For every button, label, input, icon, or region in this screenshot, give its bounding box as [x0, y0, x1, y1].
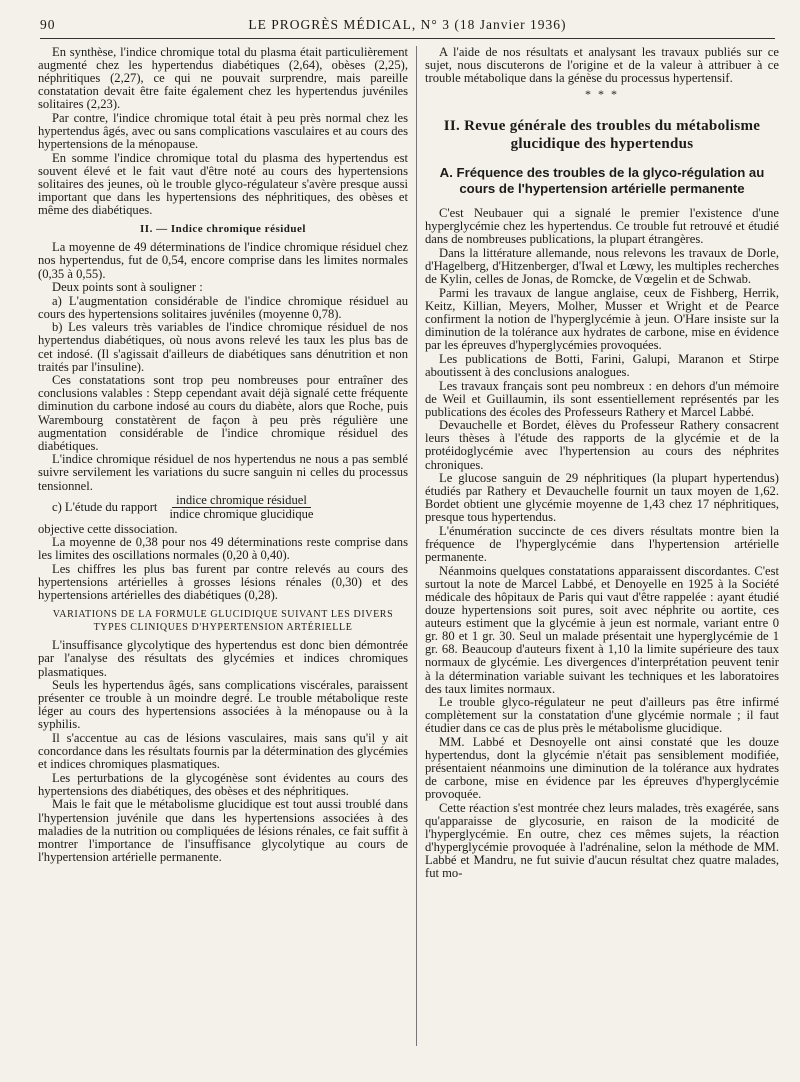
- paragraph: En somme l'indice chromique total du plasma des hypertendus est souvent élevé et le fait vaut d'être noté au cours des hypertensions solitaires des jeunes, où le trouble glyco-régulateur s'avère presque aussi important que dans les hypertensions des néphritiques, des obèses et même des diabétiques.: [38, 150, 408, 218]
- paragraph: Néanmoins quelques constatations apparaissent discordantes. C'est surtout la note de Marcel Labbé, et Denoyelle en 1925 à la Société médicale des hôpitaux de Paris qui vaut d'être rappelée : ayant étudié douze hypertensions soit pures, soit avec néphrite ou aortite, ces auteurs estiment que la glycémie à jeun est normale, variant entre 0 gr. 80 et 1 gr. 30. Seul un malade présentait une hyperglycémie de 1 gr. 68. Beaucoup d'auteurs fixent à 1,10 la limite supérieure des taux normaux de glycémie. Les divergences d'interprétation peuvent tenir à la détermination variable suivant les techniques et les laboratoires des taux limites normaux.: [425, 563, 779, 696]
- paragraph: Il s'accentue au cas de lésions vasculaires, mais sans qu'il y ait concordance dans les résultats fournis par la détermination des glycémies et indices chromiques plasmatiques.: [38, 731, 408, 772]
- paragraph: a) L'augmentation considérable de l'indice chromique résiduel au cours des hypertensions solitaires juvéniles (moyenne 0,78).: [38, 293, 408, 321]
- paragraph: Parmi les travaux de langue anglaise, ceux de Fishberg, Herrik, Keitz, Killian, Meyers, Molher, Musser et Wright et de Pearce confirment la notion de l'hyperglycémie à jeun. O'Hare insiste sur la diminution de la tolérance aux hydrates de carbone, mise en évidence par les épreuves d'hyperglycémies provoquées.: [425, 285, 779, 353]
- paragraph: Mais le fait que le métabolisme glucidique est tout aussi troublé dans l'hypertension juvénile que dans les hypertensions associées à des maladies de la nutrition ou compliquées de lésions rénales, ce fait suffit à montrer l'importance de l'insuffisance glycolytique au cours de l'hypertension artérielle permanente.: [38, 797, 408, 864]
- paragraph: Seuls les hypertendus âgés, sans complications viscérales, paraissent présenter ce trouble à un moindre degré. Le trouble métabolique reste léger au cours des hypertensions associées à la ménopause ou à la syphilis.: [38, 678, 408, 732]
- paragraph: Le glucose sanguin de 29 néphritiques (la plupart hypertendus) étudiés par Rathery et Devauchelle fournit un taux moyen de 1,62. Bordet obtient une glycémie moyenne de 1,43 chez 17 néphritiques, presque tous hypertendus.: [425, 471, 779, 525]
- paragraph: Devauchelle et Bordet, élèves du Professeur Rathery consacrent leurs thèses à l'étude des rapports de la glycémie et de la protéidoglycémie avec l'hypertension au cours des néphrites chroniques.: [425, 418, 779, 472]
- fraction-denominator: indice chromique glucidique: [169, 506, 314, 521]
- right-column: [425, 46, 779, 1076]
- paragraph: La moyenne de 49 déterminations de l'indice chromique résiduel chez nos hypertendus, fut de 0,54, encore comprise dans les limites normales (0,35 à 0,55).: [38, 240, 408, 281]
- formula-lead: c) L'étude du rapport: [52, 499, 158, 514]
- paragraph: Les perturbations de la glycogénèse sont évidentes au cours des hypertensions des diabétiques, des obèses et des néphritiques.: [38, 770, 408, 798]
- paragraph: Le trouble glyco-régulateur ne peut d'ailleurs pas être infirmé complètement sur la constatation d'une glycémie normale ; il faut étudier dans ce cas de plus près le métabolisme glucidique.: [425, 695, 779, 736]
- paragraph: objective cette dissociation.: [38, 521, 178, 536]
- left-column: [38, 46, 408, 1076]
- running-title: LE PROGRÈS MÉDICAL, N° 3 (18 Janvier 1936): [248, 17, 567, 32]
- page-header: [40, 14, 775, 39]
- paragraph: L'indice chromique résiduel de nos hypertendus ne nous a pas semblé suivre servilement les variations du sucre sanguin ni celles du processus tensionnel.: [38, 452, 408, 493]
- paragraph: C'est Neubauer qui a signalé le premier l'existence d'une hyperglycémie chez les hypertendus. Ce trouble fut retrouvé et étudié dans de nombreuses publications, la plupart étrangères.: [425, 206, 779, 247]
- paragraph: Les publications de Botti, Farini, Galupi, Maranon et Stirpe aboutissent à des conclusions analogues.: [425, 351, 779, 379]
- paragraph: Par contre, l'indice chromique total était à peu près normal chez les hypertendus âgés, avec ou sans complications vasculaires et au cours des hypertensions de la ménopause.: [38, 110, 408, 152]
- paragraph: Ces constatations sont trop peu nombreuses pour entraîner des conclusions valables : Stepp cependant avait déjà signalé cette fréquente diminution du carbone indosé au cours du diabète, alors que Roche, puis Warembourg constatèrent de façon à peu près régulière une augmentation considérable de l'indice chromique résiduel des diabétiques.: [38, 373, 408, 453]
- paragraph: Les chiffres les plus bas furent par contre relevés au cours des hypertensions artérielles à grosses lésions rénales (0,30) et des hypertensions artérielles des diabétiques (0,28).: [38, 562, 408, 603]
- paragraph: En synthèse, l'indice chromique total du plasma était particulièrement augmenté chez les hypertendus diabétiques (2,64), obèses (2,25), néphritiques (2,27), ce qui ne pouvait surprendre, mais pareille constatation devait être faite également chez les hypertendus juvéniles solitaires (2,23).: [38, 46, 408, 112]
- page-number: 90: [40, 17, 56, 32]
- paragraph: MM. Labbé et Desnoyelle ont ainsi constaté que les douze hypertendus, dont la glycémie n'était pas sensiblement modifiée, présentaient néanmoins une diminution de la tolérance aux hydrates de carbone, mise en évidence par les épreuves d'hyperglycémie provoquée.: [425, 735, 779, 802]
- paragraph: Cette réaction s'est montrée chez leurs malades, très exagérée, sans qu'apparaisse de glycosurie, en raison de la modicité de l'hyperglycémie. En outre, chez ces mêmes sujets, la réaction d'hyperglycémie provoquée à l'adrénaline, selon la méthode de MM. Labbé et Mandru, ne fut suivie d'aucun résultat chez quatre malades, fut mo-: [425, 801, 779, 881]
- paragraph: A l'aide de nos résultats et analysant les travaux publiés sur ce sujet, nous discuterons de l'origine et de la valeur à attribuer à ce trouble métabolique dans la génèse du processus hypertensif.: [425, 46, 779, 86]
- paragraph: L'insuffisance glycolytique des hypertendus est donc bien démontrée par l'analyse des résultats des glycémies et indices chromiques plasmatiques.: [38, 638, 408, 679]
- paragraph: Les travaux français sont peu nombreux : en dehors d'un mémoire de Weil et Guillaumin, ils sont essentiellement représentés par les publications des écoles des Professeurs Rathery et Marcel Labbé.: [425, 378, 779, 419]
- fraction: [165, 494, 317, 521]
- heading-indice-residuel: II. — Indice chromique résiduel: [140, 223, 306, 236]
- heading-variations: VARIATIONS DE LA FORMULE GLUCIDIQUE SUIVANT LES DIVERS TYPES CLINIQUES D'HYPERTENSION ARTÉRIELLE: [52, 609, 394, 633]
- section-title: II. Revue générale des troubles du métabolisme glucidique des hypertendus: [443, 118, 761, 153]
- subsection-title: A. Fréquence des troubles de la glyco-régulation au cours de l'hypertension artérielle permanente: [439, 165, 765, 197]
- column-divider: [416, 46, 417, 1046]
- ratio-formula: [38, 494, 408, 521]
- section-separator: * * *: [585, 87, 619, 102]
- fraction-numerator: indice chromique résiduel: [172, 494, 311, 508]
- paragraph: L'énumération succincte de ces divers résultats montre bien la fréquence de l'hyperglycémie dans l'hypertension artérielle permanente.: [425, 524, 779, 565]
- paragraph: Deux points sont à souligner :: [52, 280, 203, 295]
- paragraph: Dans la littérature allemande, nous relevons les travaux de Dorle, d'Hagelberg, d'Hitzenberger, d'Iwal et Lœwy, les multiples recherches de Kylin, celles de Jonas, de Romcke, de Vœgelin et de Schwab.: [425, 246, 779, 287]
- paragraph: La moyenne de 0,38 pour nos 49 déterminations reste comprise dans les limites des oscillations normales (0,20 à 0,40).: [38, 535, 408, 563]
- paragraph: b) Les valeurs très variables de l'indice chromique résiduel de nos hypertendus diabétiques, où nous avons relevé les taux les plus bas de cet indosé. (Il s'agissait d'ailleurs de diabétiques sans dénutrition et non traités par l'insuline).: [38, 320, 408, 374]
